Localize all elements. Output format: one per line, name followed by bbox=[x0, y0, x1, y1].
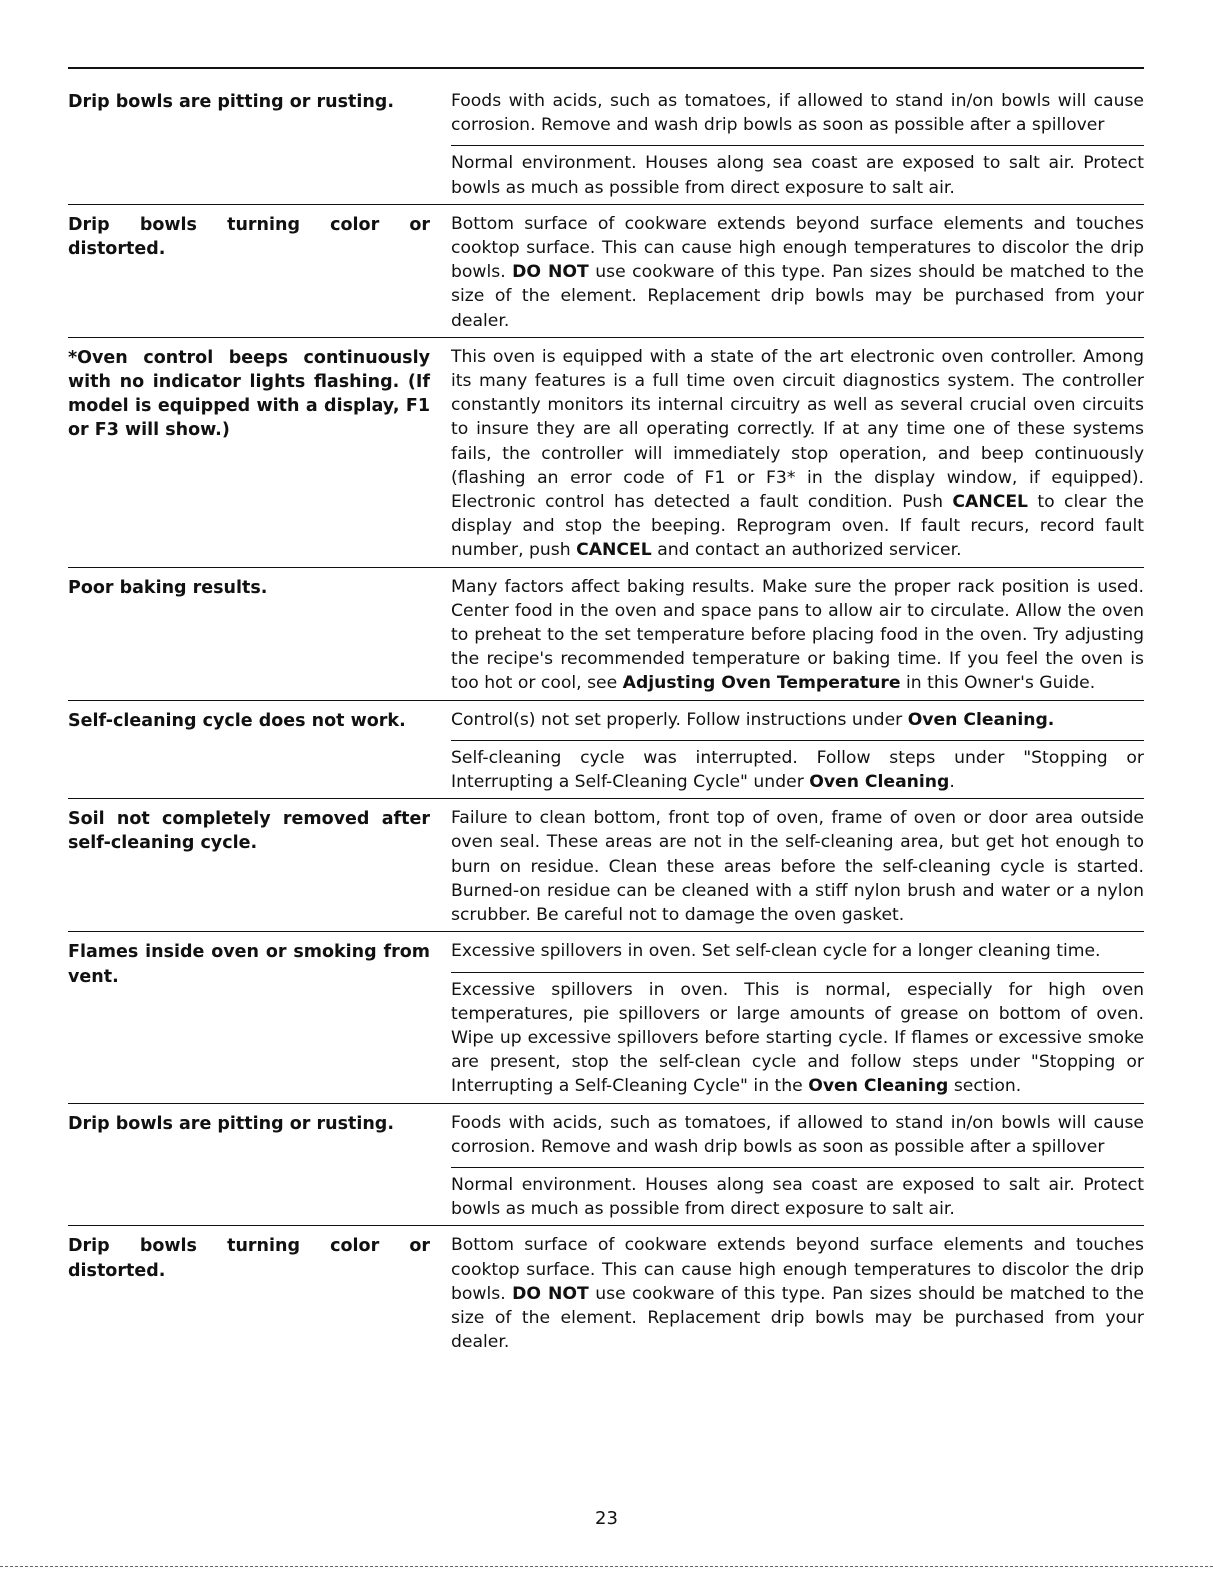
problem-text: Poor baking results. bbox=[68, 577, 268, 598]
solution-segment: Excessive spillovers in oven. This is normal, especially for high oven temperatures, pie spillovers or large amounts of grease on bottom of oven. Wipe up excessive spillovers before starting cycle. If flames or excessive smoke are present, stop the self-clean cycle and follow steps under "Stopping or Interrupting a Self-Cleaning Cycle" in the bbox=[451, 979, 1144, 1097]
top-rule bbox=[68, 67, 1144, 69]
solution-text bbox=[451, 89, 1144, 141]
page-edge-rule bbox=[0, 1566, 1213, 1567]
solution-segment: Many factors affect baking results. Make sure the proper rack position is used. Center food in the oven and space pans to allow air to circulate. Allow the oven to preheat to the set temperature before placing food in the oven. Try adjusting the recipe's recommended temperature or baking time. If you feel the oven is too hot or cool, see bbox=[451, 576, 1144, 694]
solution-segment: use cookware of this type. Pan sizes should be matched to the size of the element. Replacement drip bowls may be purchased from your dealer. bbox=[451, 262, 1144, 331]
solution-text bbox=[451, 1111, 1144, 1163]
solution-text bbox=[451, 575, 1144, 700]
solution-segment: Normal environment. Houses along sea coast are exposed to salt air. Protect bowls as much as possible from direct exposure to salt air. bbox=[451, 153, 1144, 198]
emphasis-text: Adjusting Oven Temperature bbox=[622, 673, 901, 694]
solution-segment: Foods with acids, such as tomatoes, if allowed to stand in/on bowls will cause corrosion. Remove and wash drip bowls as soon as possible after a spillover bbox=[451, 1112, 1144, 1157]
solution-text bbox=[451, 212, 1144, 337]
page-number: 23 bbox=[595, 1508, 618, 1529]
solution-segment: Failure to clean bottom, front top of oven, frame of oven or door area outside oven seal. These areas are not in the self-cleaning area, but get hot enough to burn on residue. Clean these areas before the self-cleaning cycle is started. Burned-on residue can be cleaned with a stiff nylon brush and water or a nylon scrubber. Be careful not to damage the oven gasket. bbox=[451, 808, 1144, 926]
solutions-cell bbox=[451, 345, 1144, 567]
solution-text bbox=[451, 145, 1144, 203]
table-row bbox=[68, 212, 1144, 338]
solution-text bbox=[451, 345, 1144, 567]
solutions-cell bbox=[451, 939, 1144, 1102]
solution-text bbox=[451, 1233, 1144, 1358]
problem-text: Self-cleaning cycle does not work. bbox=[68, 710, 406, 731]
emphasis-text: Oven Cleaning bbox=[808, 1076, 949, 1097]
emphasis-text: Oven Cleaning bbox=[809, 772, 950, 793]
table-row bbox=[68, 1233, 1144, 1358]
solutions-cell bbox=[451, 806, 1144, 931]
table-row bbox=[68, 708, 1144, 800]
solution-text bbox=[451, 939, 1144, 967]
table-row bbox=[68, 806, 1144, 932]
solution-segment: This oven is equipped with a state of the art electronic oven controller. Among its many features is a full time oven circuit diagnostics system. The controller constantly monitors its internal circuitry as well as several crucial oven circuits to insure they are all operating correctly. If at any time one of these systems fails, the controller will immediately stop operation, and beep continuously (flashing an error code of F1 or F3* in the display window, if equipped). Electronic control has detected a fault condition. Push bbox=[451, 346, 1144, 513]
emphasis-text: DO NOT bbox=[512, 262, 589, 283]
solutions-cell bbox=[451, 1233, 1144, 1358]
solution-segment: Self-cleaning cycle was interrupted. Follow steps under "Stopping or Interrupting a Self-Cleaning Cycle" under bbox=[451, 747, 1144, 793]
problem-text: Drip bowls are pitting or rusting. bbox=[68, 92, 394, 112]
solutions-cell bbox=[451, 1111, 1144, 1226]
solution-segment: Control(s) not set properly. Follow instructions under bbox=[451, 709, 908, 730]
solution-segment: . bbox=[949, 772, 955, 793]
emphasis-text: DO NOT bbox=[512, 1283, 589, 1304]
solution-segment: Excessive spillovers in oven. Set self-clean cycle for a longer cleaning time. bbox=[451, 941, 1101, 962]
solution-text bbox=[451, 972, 1144, 1103]
problem-text: Drip bowls are pitting or rusting. bbox=[68, 1113, 394, 1134]
solution-segment: Foods with acids, such as tomatoes, if allowed to stand in/on bowls will cause corrosion. Remove and wash drip bowls as soon as possible after a spillover bbox=[451, 91, 1144, 136]
problem-text: *Oven control beeps continuously with no indicator lights flashing. (If model is equipped with a display, F1 or F3 will show.) bbox=[68, 347, 430, 441]
solution-segment: section. bbox=[948, 1076, 1022, 1097]
solution-segment: in this Owner's Guide. bbox=[900, 673, 1096, 694]
table-row bbox=[68, 575, 1144, 701]
solutions-cell bbox=[451, 575, 1144, 700]
solution-segment: Bottom surface of cookware extends beyond surface elements and touches cooktop surface. This can cause high enough temperatures to discolor the drip bowls. bbox=[451, 213, 1144, 283]
troubleshooting-table bbox=[68, 89, 1144, 1365]
solution-segment: to clear the display and stop the beeping. Reprogram oven. If fault recurs, record fault number, push bbox=[451, 492, 1144, 561]
solution-text bbox=[451, 708, 1144, 736]
table-row bbox=[68, 939, 1144, 1103]
solution-segment: use cookware of this type. Pan sizes should be matched to the size of the element. Replacement drip bowls may be purchased from your dealer. bbox=[451, 1283, 1144, 1353]
table-row bbox=[68, 1111, 1144, 1227]
solution-text bbox=[451, 806, 1144, 931]
table-row bbox=[68, 345, 1144, 568]
solutions-cell bbox=[451, 89, 1144, 204]
problem-text: Drip bowls turning color or distorted. bbox=[68, 1236, 430, 1281]
solutions-cell bbox=[451, 708, 1144, 799]
solution-text bbox=[451, 740, 1144, 798]
problem-text: Flames inside oven or smoking from vent. bbox=[68, 942, 430, 987]
emphasis-text: CANCEL bbox=[952, 492, 1029, 513]
problem-text: Drip bowls turning color or distorted. bbox=[68, 214, 430, 260]
solution-segment: Normal environment. Houses along sea coast are exposed to salt air. Protect bowls as much as possible from direct exposure to salt air. bbox=[451, 1174, 1144, 1220]
solution-text bbox=[451, 1167, 1144, 1225]
solution-segment: Bottom surface of cookware extends beyond surface elements and touches cooktop surface. This can cause high enough temperatures to discolor the drip bowls. bbox=[451, 1235, 1144, 1304]
solution-segment: and contact an authorized servicer. bbox=[651, 540, 962, 561]
emphasis-text: CANCEL bbox=[576, 540, 652, 561]
emphasis-text: Oven Cleaning. bbox=[907, 709, 1055, 730]
table-row bbox=[68, 89, 1144, 205]
solutions-cell bbox=[451, 212, 1144, 337]
problem-text: Soil not completely removed after self-cleaning cycle. bbox=[68, 809, 430, 854]
